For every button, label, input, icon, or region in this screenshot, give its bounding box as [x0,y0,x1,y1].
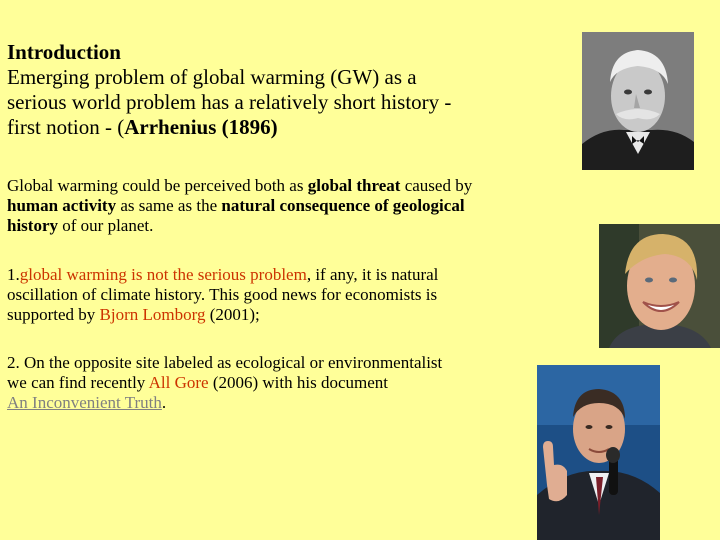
lomborg-name: Bjorn Lomborg [99,305,206,324]
intro-block [7,40,547,140]
paragraph-global-warming [7,176,567,236]
not-serious-problem-highlight: global warming is not the serious problem [19,265,307,284]
inconvenient-truth-link[interactable]: An Inconvenient Truth [7,393,162,412]
global-threat-emphasis: global threat [307,176,401,195]
natural-consequence-emphasis: natural consequence of geological [221,196,465,215]
lomborg-photo [599,224,720,348]
para3-period: . [161,393,167,412]
history-emphasis: history [7,216,58,235]
intro-line-3-prefix: first notion - ( [7,115,125,139]
para1-text-4: of our planet. [58,216,154,235]
para3-text-2: we can find recently [7,373,149,392]
para1-text-3: as same as the [116,196,222,215]
slide-title: Introduction [7,40,121,64]
para2-text-3: supported by [7,305,100,324]
arrhenius-photo [582,32,694,170]
para1-text-2: caused by [400,176,473,195]
para2-text-4: (2001); [205,305,260,324]
gore-photo [537,365,660,540]
para2-text-2: oscillation of climate history. This good news for economists is [7,285,438,304]
arrhenius-reference: Arrhenius (1896) [124,115,278,139]
para1-text-1: Global warming could be perceived both as [7,176,308,195]
paragraph-gore [7,353,567,413]
intro-line-2: serious world problem has a relatively short history - [7,90,452,114]
para2-number: 1. [7,265,20,284]
paragraph-lomborg [7,265,567,325]
gore-name: All Gore [148,373,209,392]
para2-text-1: , if any, it is natural [306,265,439,284]
intro-line-1: Emerging problem of global warming (GW) as a [7,65,417,89]
para3-text-3: (2006) with his document [208,373,388,392]
human-activity-emphasis: human activity [7,196,117,215]
para3-text-1: 2. On the opposite site labeled as ecological or environmentalist [7,353,443,372]
